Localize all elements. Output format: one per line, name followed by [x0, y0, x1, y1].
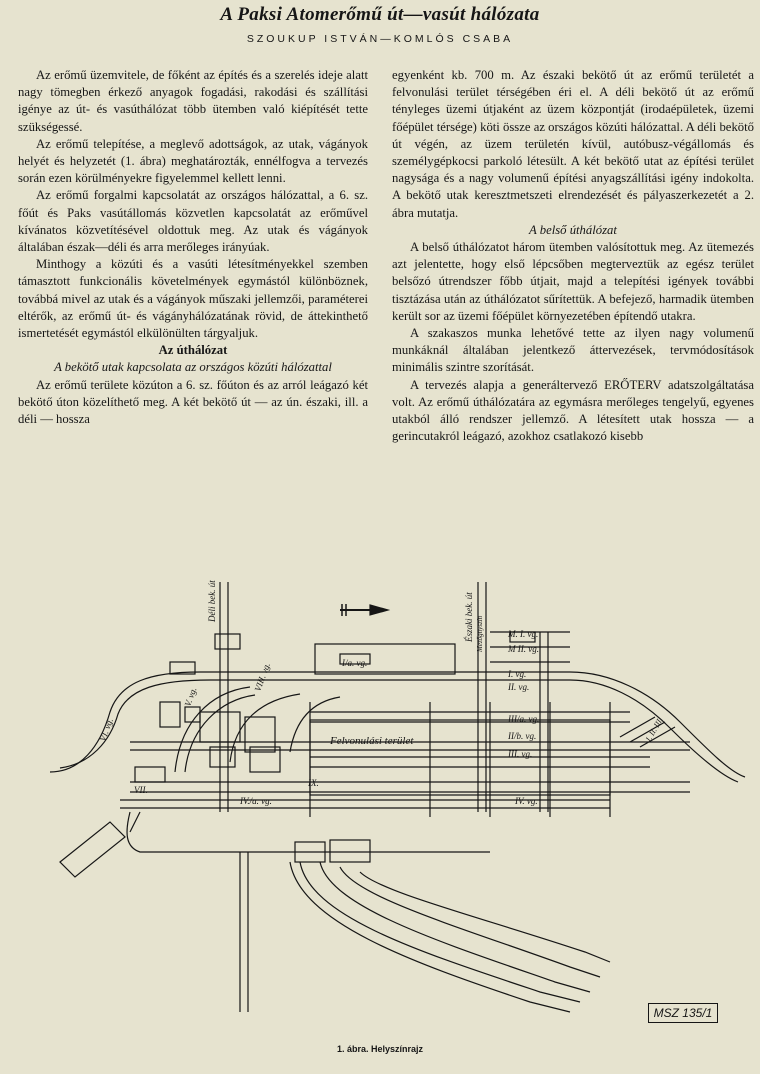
paragraph: Az erőmű forgalmi kapcsolatát az országos hálózattal, a 6. sz. főút és Paks vasútállomás közvetlen kapcsolatát az erőművel kívánatos közvetítésével oldottuk meg. Az utak és vágányok általában észak—déli és arra merőleges irányúak. — [18, 188, 368, 255]
authors: SZOUKUP ISTVÁN—KOMLÓS CSABA — [246, 33, 514, 45]
right-column — [392, 67, 754, 445]
subsection-heading: A bekötő utak kapcsolata az országos közúti hálózattal — [54, 360, 332, 375]
map-label: M. I. vg. — [508, 629, 539, 639]
figure-stamp: MSZ 135/1 — [648, 1003, 718, 1023]
map-label: Északi bek. út — [464, 592, 474, 642]
left-column — [18, 67, 368, 428]
map-label: I. II. III. — [643, 715, 665, 743]
map-label: III/a. vg. — [508, 714, 540, 724]
article-title: A Paksi Atomerőmű út—vasút hálózata — [220, 4, 540, 25]
north-arrow-head-icon — [370, 605, 388, 615]
map-label: VII. — [134, 785, 148, 795]
paragraph: A tervezés alapja a generáltervező ERŐTERV adatszolgáltatása volt. Az erőmű úthálózatára az egymásra merőleges tengelyű, egyenes utakból álló rendszer jellemző. A létesített utak hossza — a gerincutakról leágazó, azokhoz csatlakozó kisebb — [392, 377, 754, 444]
map-label: I. vg. — [508, 669, 527, 679]
map-label: Felvonulási terület — [330, 735, 414, 747]
paragraph: Az erőmű területe közúton a 6. sz. főúton és az arról leágazó két bekötő úton közelíthető meg. A két bekötő út — az ún. északi, ill. a déli — hossza — [18, 377, 368, 427]
map-label: M II. vg. — [508, 644, 539, 654]
map-label: III. vg. — [508, 749, 533, 759]
figure-caption: 1. ábra. Helyszínrajz — [336, 1044, 424, 1054]
site-plan-figure — [10, 572, 750, 1032]
map-label: IV./a. vg. — [240, 796, 272, 806]
map-label: VI. vg. — [97, 716, 116, 743]
subsection-heading: A belső úthálózat — [529, 222, 617, 237]
paragraph: A szakaszos munka lehetővé tette az ilyen nagy volumenű munkáknál általában jelentkező áttervezések, tervmódosítások minimális szintre szorítását. — [392, 326, 754, 375]
map-label: IV. vg. — [515, 796, 538, 806]
map-label: II. vg. — [508, 682, 530, 692]
map-label: II/b. vg. — [508, 731, 537, 741]
paragraph: Az erőmű üzemvitele, de főként az építés és a szerelés ideje alatt nagy tömegben érkező anyagok fogadási, rakodási és szállítási igénye az út- és vasúthálózat több ütemben való kiépítését tette szükségessé. — [18, 68, 368, 134]
map-label: VIII. vg. — [252, 661, 273, 693]
paragraph: A belső úthálózatot három ütemben valósítottuk meg. Az ütemezés azt jelentette, hogy első lépcsőben megterveztük az egész terület belsőzó útrendszer főbb útjait, majd a telepítési igények további tisztázása után az úthálózatot sűrítettük. A befejező, harmadik ütemben került sor az üzemi főépület környezetében építendő utakra. — [392, 240, 754, 323]
paragraph: Minthogy a közúti és a vasúti létesítményekkel szemben támasztott funkcionális követelmények egymástól különböznek, továbbá mivel az utak és a vágányok műszaki jellemzői, paraméterei eltérők, az erőmű út- és vágányhálózatának rövid, de áttekinthető ismertetését egymástól elkülönülten tárgyaljuk. — [18, 257, 368, 341]
map-label: V. vg. — [182, 685, 199, 708]
map-label: Mezőgnyszín — [476, 615, 484, 652]
map-label: I/a. vg. — [342, 658, 368, 668]
map-label: IX. — [308, 778, 319, 788]
section-heading: Az úthálózat — [158, 343, 228, 358]
paragraph: Az erőmű telepítése, a meglevő adottságok, az utak, vágányok helyét és helyzetét (1. ábra) meghatározták, ennélfogva a tervezés során ezen körülményekre figyelemmel kellett lenni. — [18, 136, 368, 186]
map-label: Déli bek. út — [207, 580, 217, 622]
paragraph: egyenként kb. 700 m. Az északi bekötő út az erőmű területét a felvonulási terület térségében éri el. A déli bekötő út az erőmű tényleges üzemi útjaként az üzem központját (irodaépületek, üzemi főépület térsége) köti össze az országos közúti hálózattal. A déli bekötő út végén, az üzem területén kívül, autóbusz-végállomás és személygépkocsi parkoló létesült. A két bekötő utat az építési terület nagysága és a nagy volumenű építési anyagszállítási igény indokolta. A bekötő utak keresztmetszeti elrendezését és pályaszerkezetét a 2. ábra mutatja. — [392, 68, 754, 220]
